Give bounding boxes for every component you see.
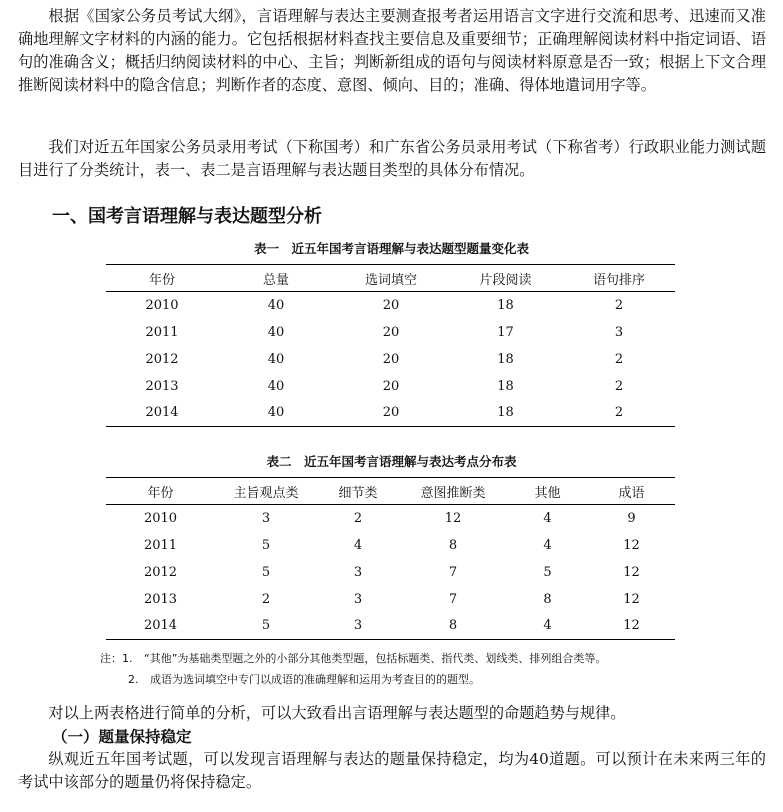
table-cell: 2011 [143, 537, 178, 553]
column-header: 其他 [507, 478, 588, 505]
table-row [106, 346, 675, 373]
column-header: 主旨观点类 [215, 478, 317, 505]
table-cell: 3 [353, 591, 363, 607]
intro-paragraph-2: 我们对近五年国家公务员录用考试（下称国考）和广东省公务员录用考试（下称省考）行政职业能力测试题目进行了分类统计，表一、表二是言语理解与表达题目类型的具体分布情况。 [18, 138, 766, 179]
table-cell: 4 [353, 537, 363, 553]
table2-caption: 表二 近五年国考言语理解与表达考点分布表 [266, 454, 517, 469]
final-paragraph: 纵观近五年国考试题，可以发现言语理解与表达的题量保持稳定，均为40道题。可以预计在未来两三年的考试中该部分的题量仍将保持稳定。 [18, 750, 766, 791]
table-row [106, 373, 675, 400]
table-cell: 5 [261, 537, 271, 553]
table-cell: 12 [444, 510, 462, 526]
table-cell: 2013 [145, 378, 179, 394]
analysis-paragraph: 对以上两表格进行简单的分析，可以大致看出言语理解与表达题型的命题趋势与规律。 [48, 704, 626, 722]
table-cell: 3 [614, 324, 624, 340]
table-cell: 5 [261, 564, 271, 580]
table-cell: 40 [267, 297, 285, 313]
table-cell: 40 [218, 400, 334, 427]
column-header: 选词填空 [334, 265, 448, 292]
table-cell: 2010 [143, 510, 178, 526]
note-number: 2. [128, 673, 139, 686]
table-cell: 2012 [145, 351, 179, 367]
table-cell: 5 [215, 613, 317, 640]
table-cell: 40 [267, 378, 285, 394]
table-cell: 7 [448, 564, 458, 580]
table-row [106, 532, 675, 559]
table-cell: 2014 [106, 613, 215, 640]
table1-caption: 表一 近五年国考言语理解与表达题型题量变化表 [253, 241, 529, 256]
note-text: 成语为选词填空中专门以成语的准确理解和运用为考查目的的题型。 [150, 673, 480, 686]
note-text: “其他”为基础类型题之外的小部分其他类型题，包括标题类、指代类、划线类、排列组合类等。 [144, 652, 607, 665]
table-cell: 8 [399, 613, 507, 640]
note-prefix: 注： [100, 652, 122, 665]
table-cell: 12 [588, 613, 675, 640]
table-row [106, 613, 675, 640]
table-row [106, 586, 675, 613]
table-cell: 2011 [145, 324, 179, 340]
table-cell: 9 [627, 510, 636, 526]
table-cell: 12 [623, 591, 640, 607]
table-cell: 2 [563, 400, 675, 427]
table-cell: 2010 [145, 297, 179, 313]
note-2 [128, 671, 480, 687]
table-cell: 2012 [143, 564, 178, 580]
column-header: 成语 [588, 478, 675, 505]
table-cell: 2 [353, 510, 363, 526]
table-cell: 12 [623, 564, 640, 580]
table-cell: 18 [497, 297, 514, 313]
table-cell: 17 [497, 324, 514, 340]
column-header: 意图推断类 [399, 478, 507, 505]
table-cell: 18 [448, 400, 563, 427]
table-cell: 2014 [106, 400, 218, 427]
table-row [106, 400, 675, 427]
table-row [106, 292, 675, 319]
column-header: 细节类 [317, 478, 399, 505]
table-cell: 2 [261, 591, 271, 607]
table-cell: 20 [382, 378, 400, 394]
table-row [106, 319, 675, 346]
column-header: 片段阅读 [448, 265, 563, 292]
table-cell: 2 [614, 351, 624, 367]
table-cell: 3 [261, 510, 271, 526]
intro-paragraph-1: 根据《国家公务员考试大纲》，言语理解与表达主要测查报考者运用语言文字进行交流和思考、迅速而又准确地理解文字材料的内涵的能力。它包括根据材料查找主要信息及重要细节；正确理解阅读材料中指定词语、语句的准确含义；概括归纳阅读材料的中心、主旨；判断新组成的语句与阅读材料原意是否一致；根据上下文合理推断阅读材料中的隐含信息；判断作者的态度、意图、倾向、目的；准确、得体地遣词用字等。 [18, 7, 766, 94]
table-cell: 4 [543, 537, 552, 553]
note-number: 1. [122, 652, 133, 665]
table-cell: 4 [507, 613, 588, 640]
column-header: 语句排序 [563, 265, 675, 292]
table-cell: 5 [543, 564, 552, 580]
table-cell: 3 [317, 613, 399, 640]
table-cell: 40 [267, 324, 285, 340]
table2 [106, 477, 675, 640]
column-header: 年份 [106, 265, 218, 292]
table-cell: 18 [497, 351, 514, 367]
table-cell: 20 [382, 324, 400, 340]
table-cell: 2 [614, 297, 624, 313]
table-row [106, 559, 675, 586]
subheading: （一）题量保持稳定 [52, 728, 192, 746]
table-cell: 18 [497, 378, 514, 394]
table-cell: 3 [353, 564, 363, 580]
table1 [106, 264, 675, 427]
column-header: 总量 [218, 265, 334, 292]
table-cell: 2013 [143, 591, 178, 607]
table-cell: 7 [448, 591, 458, 607]
table-cell: 12 [623, 537, 640, 553]
table-cell: 8 [543, 591, 552, 607]
table-cell: 20 [382, 297, 400, 313]
table-cell: 40 [267, 351, 285, 367]
table-cell: 20 [334, 400, 448, 427]
table-row [106, 505, 675, 532]
table-cell: 2 [614, 378, 624, 394]
table-cell: 20 [382, 351, 400, 367]
table-cell: 8 [448, 537, 458, 553]
section-heading: 一、国考言语理解与表达题型分析 [52, 206, 322, 227]
column-header: 年份 [106, 478, 215, 505]
table-cell: 4 [543, 510, 552, 526]
note-1 [100, 650, 606, 666]
